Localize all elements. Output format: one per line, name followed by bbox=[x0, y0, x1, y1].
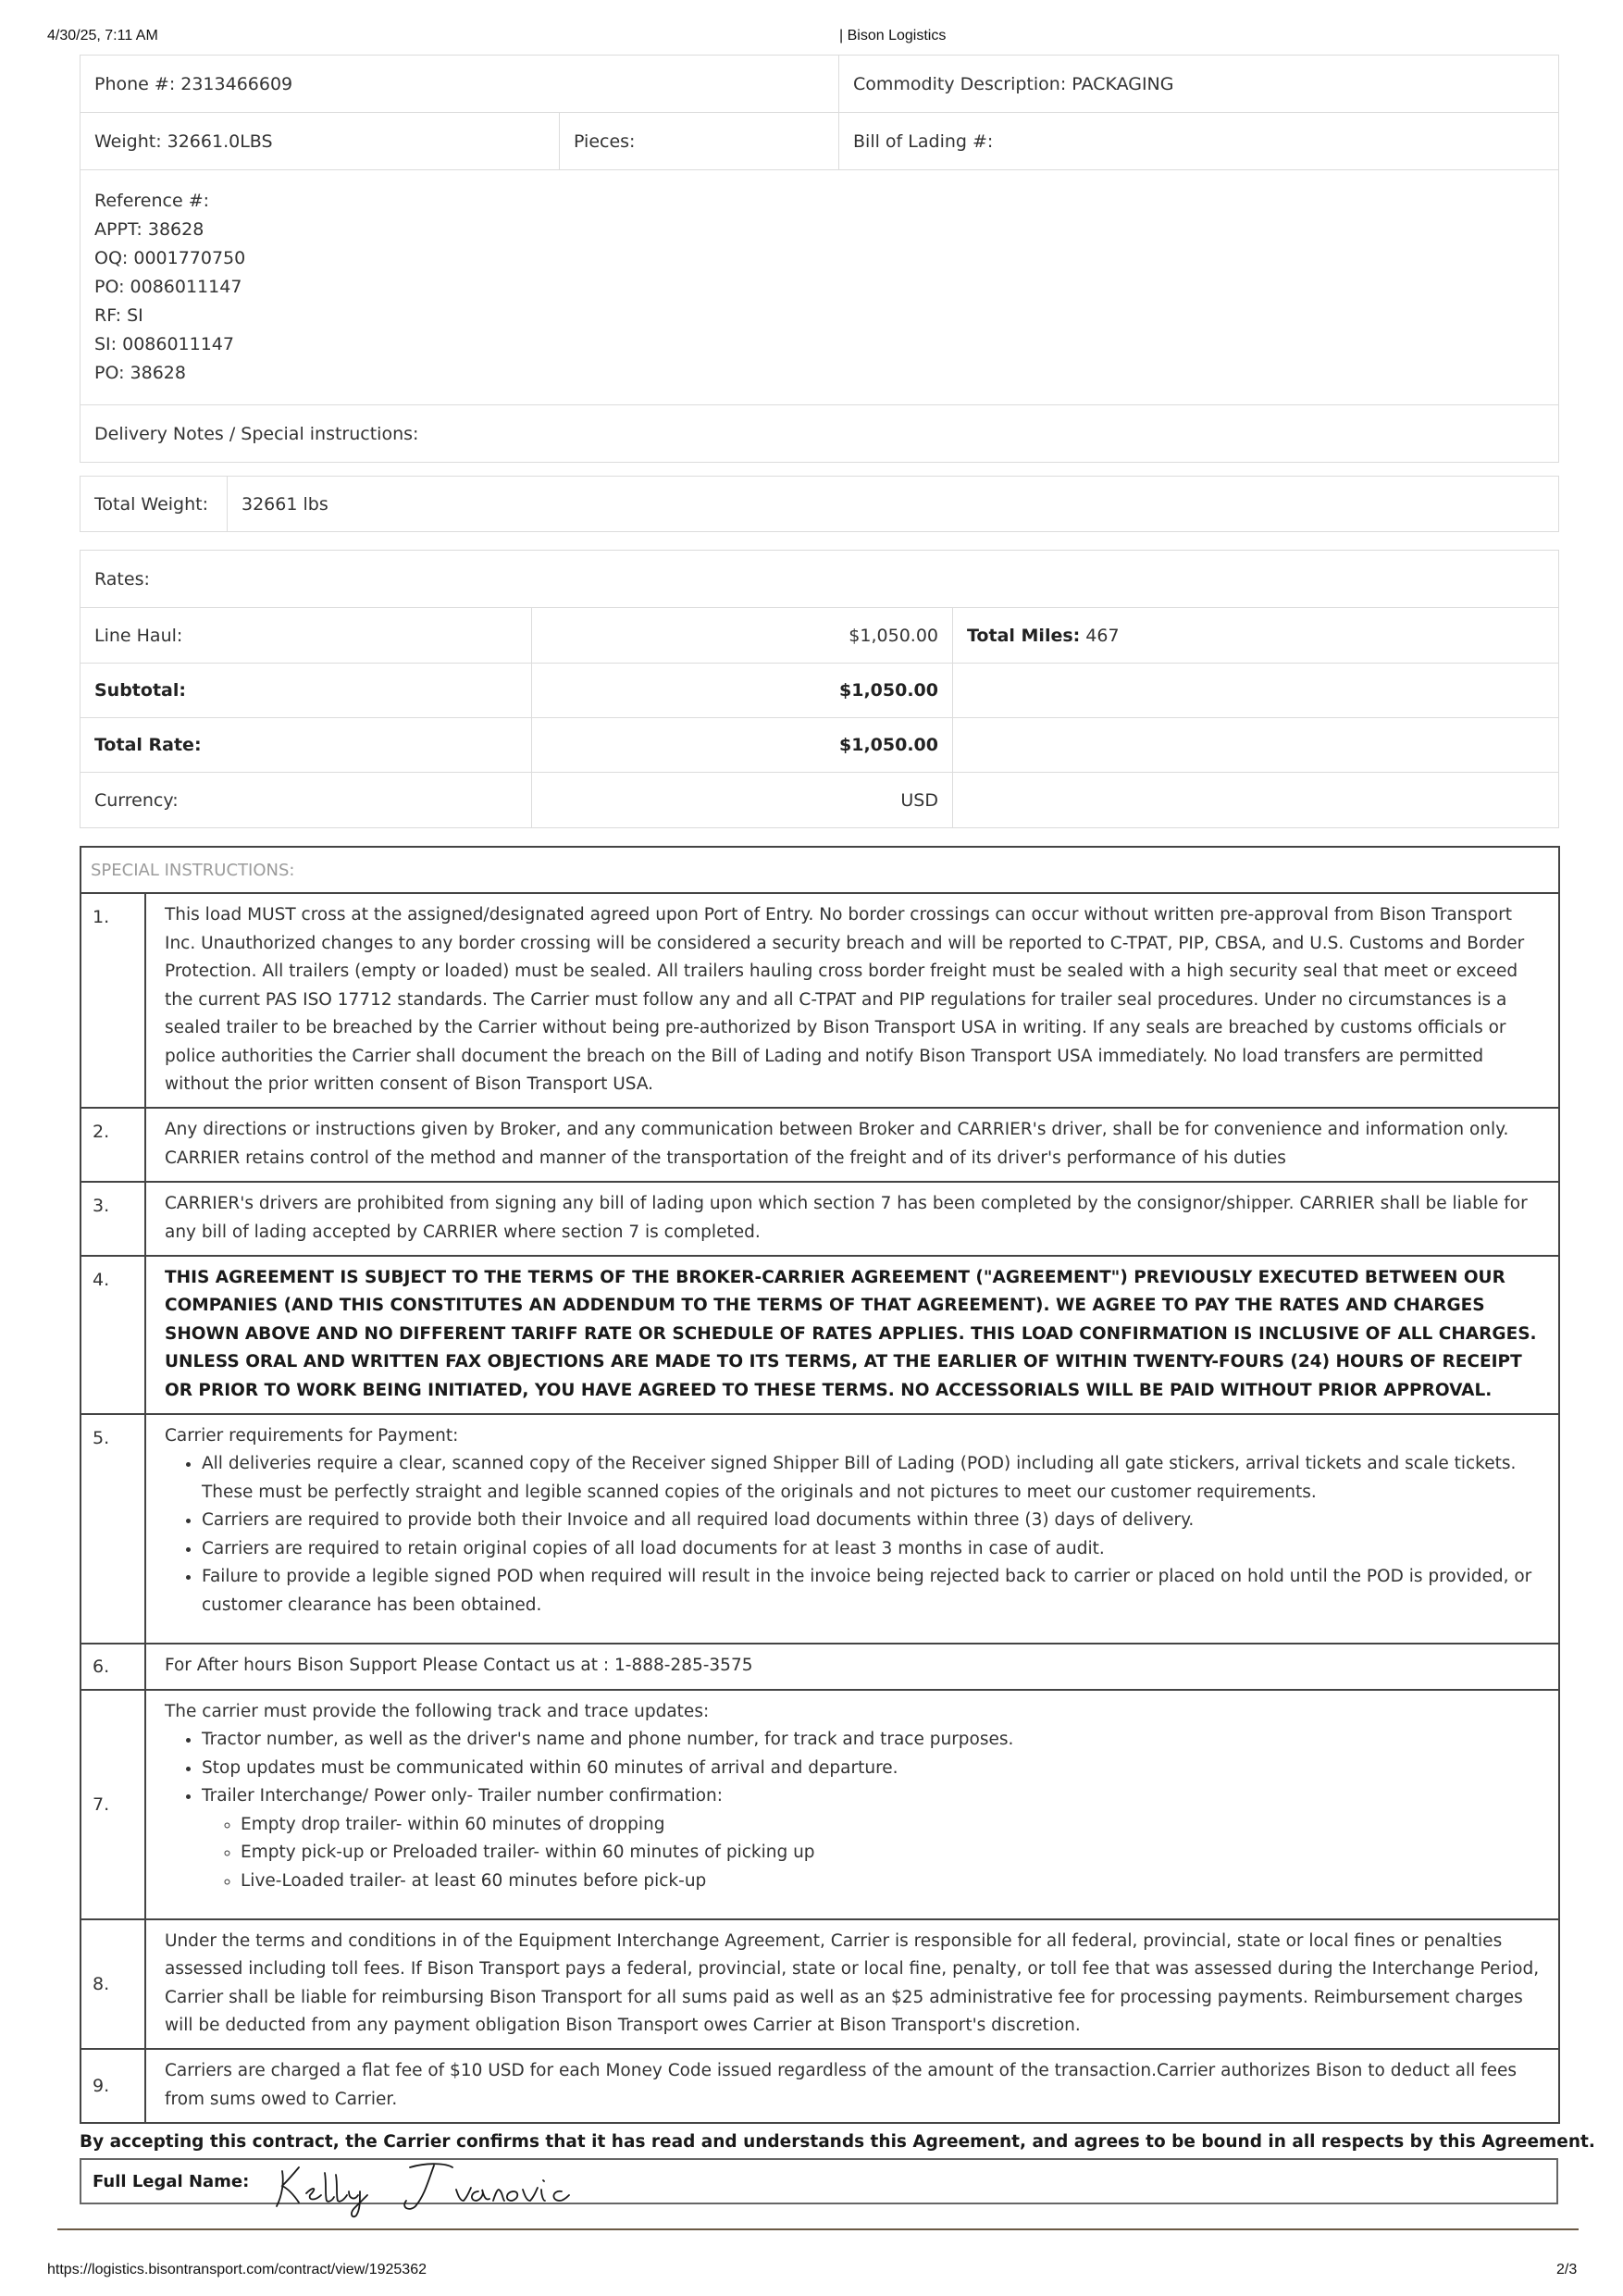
rates-table bbox=[80, 550, 1559, 828]
commodity-cell: Commodity Description: PACKAGING bbox=[839, 56, 1559, 113]
instruction-number: 8. bbox=[81, 1919, 145, 2049]
reference-item: SI: 0086011147 bbox=[94, 334, 234, 354]
instruction-number: 4. bbox=[81, 1256, 145, 1414]
reference-item: PO: 0086011147 bbox=[94, 277, 242, 297]
instruction-number: 1. bbox=[81, 893, 145, 1108]
list-item: • Carriers are required to retain original copies of all load documents for at least 3 months in case of audit. bbox=[202, 1535, 1547, 1564]
bullet-list bbox=[165, 1726, 1547, 1895]
instruction-number: 6. bbox=[81, 1644, 145, 1690]
empty-cell bbox=[953, 664, 1559, 718]
total-rate-label: Total Rate: bbox=[81, 718, 532, 773]
reference-item: APPT: 38628 bbox=[94, 219, 204, 240]
instruction-number: 9. bbox=[81, 2049, 145, 2123]
shipment-details-table bbox=[80, 55, 1559, 463]
list-item bbox=[202, 1782, 1547, 1895]
instruction-text: Any directions or instructions given by Broker, and any communication between Broker and CARRIER's driver, shall be for convenience and information only. CARRIER retains control of the method and manner of the transportation of the freight and of its driver's performance of his duties bbox=[145, 1108, 1559, 1182]
print-page-title: | Bison Logistics bbox=[839, 28, 947, 43]
list-item: • Carriers are required to provide both their Invoice and all required load documents within three (3) days of delivery. bbox=[202, 1507, 1547, 1535]
empty-cell bbox=[953, 718, 1559, 773]
currency-label: Currency: bbox=[81, 773, 532, 828]
subtotal-label: Subtotal: bbox=[81, 664, 532, 718]
instruction-text: Under the terms and conditions in of the Equipment Interchange Agreement, Carrier is responsible for all federal, provincial, state or local fines or penalties assessed including toll fees. If Bison Transport pays a federal, provincial, state or local fine, penalty, or toll fee that was assessed during the Interchange Period, Carrier shall be liable for reimbursing Bison Transport for all sums paid as well as an $25 administrative fee for processing payments. Reimbursement charges will be deducted from any payment obligation Bison Transport owes Carrier at Bison Transport's discretion. bbox=[145, 1919, 1559, 2049]
empty-cell bbox=[953, 773, 1559, 828]
special-instructions-table bbox=[80, 846, 1560, 2124]
instruction-text: For After hours Bison Support Please Contact us at : 1-888-285-3575 bbox=[145, 1644, 1559, 1690]
rates-heading: Rates: bbox=[81, 551, 1559, 608]
list-item-text: Trailer Interchange/ Power only- Trailer number confirmation: bbox=[202, 1786, 723, 1806]
reference-item: RF: SI bbox=[94, 305, 143, 326]
delivery-notes-cell: Delivery Notes / Special instructions: bbox=[81, 405, 1559, 463]
print-page-number: 2/3 bbox=[1556, 2262, 1578, 2277]
instruction-text: CARRIER's drivers are prohibited from signing any bill of lading upon which section 7 has been completed by the consignor/shipper. CARRIER shall be liable for any bill of lading accepted by CARRIER where section 7 is completed. bbox=[145, 1182, 1559, 1256]
list-item: • Failure to provide a legible signed POD when required will result in the invoice being rejected back to carrier or placed on hold until the POD is provided, or customer clearance has been obtained. bbox=[202, 1563, 1547, 1620]
instruction-text bbox=[145, 1690, 1559, 1919]
reference-item: PO: 38628 bbox=[94, 363, 186, 383]
list-item: • Tractor number, as well as the driver's name and phone number, for track and trace purposes. bbox=[202, 1726, 1547, 1755]
instruction-text bbox=[145, 1414, 1559, 1644]
reference-item: OQ: 0001770750 bbox=[94, 248, 246, 268]
line-haul-label: Line Haul: bbox=[81, 608, 532, 664]
instruction-number: 5. bbox=[81, 1414, 145, 1644]
sub-bullet-list bbox=[202, 1811, 1547, 1896]
print-datetime: 4/30/25, 7:11 AM bbox=[47, 28, 158, 43]
instruction-text: Carriers are charged a flat fee of $10 USD for each Money Code issued regardless of the amount of the transaction.Carrier authorizes Bison to deduct all fees from sums owed to Carrier. bbox=[145, 2049, 1559, 2123]
total-miles-value: 467 bbox=[1085, 625, 1120, 646]
pieces-cell: Pieces: bbox=[560, 113, 839, 170]
instruction-text: This load MUST cross at the assigned/designated agreed upon Port of Entry. No border crossings can occur without written pre-approval from Bison Transport Inc. Unauthorized changes to any border crossing will be considered a security breach and will be reported to C-TPAT, PIP, CBSA, and U.S. Customs and Border Protection. All trailers (empty or loaded) must be sealed. All trailers hauling cross border freight must be sealed with a high security seal that meet or exceed the current PAS ISO 17712 standards. The Carrier must follow any and all C-TPAT and PIP regulations for trailer seal procedures. Under no circumstances is a sealed trailer to be breached by the Carrier without being pre-authorized by Bison Transport USA in writing. If any seals are breached by customs officials or police authorities the Carrier shall document the breach on the Bill of Lading and notify Bison Transport USA immediately. No load transfers are permitted without the prior written consent of Bison Transport USA. bbox=[145, 893, 1559, 1108]
print-url: https://logistics.bisontransport.com/contract/view/1925362 bbox=[47, 2262, 427, 2277]
instruction-number: 7. bbox=[81, 1690, 145, 1919]
instruction-intro: Carrier requirements for Payment: bbox=[165, 1425, 459, 1446]
acceptance-statement: By accepting this contract, the Carrier confirms that it has read and understands this Agreement, and agrees to be bound in all respects by this Agreement. bbox=[80, 2132, 1595, 2152]
total-weight-value: 32661 lbs bbox=[228, 477, 1559, 532]
reference-numbers-cell bbox=[81, 170, 1559, 405]
subtotal-value: $1,050.00 bbox=[532, 664, 953, 718]
sub-list-item: ◦ Empty drop trailer- within 60 minutes of dropping bbox=[241, 1811, 1547, 1840]
total-miles-label: Total Miles: bbox=[967, 625, 1081, 646]
instruction-number: 2. bbox=[81, 1108, 145, 1182]
weight-cell: Weight: 32661.0LBS bbox=[81, 113, 560, 170]
total-weight-label: Total Weight: bbox=[81, 477, 228, 532]
total-rate-value: $1,050.00 bbox=[532, 718, 953, 773]
total-miles-cell bbox=[953, 608, 1559, 664]
bullet-list bbox=[165, 1450, 1547, 1620]
signature-box bbox=[80, 2158, 1558, 2204]
sub-list-item: ◦ Empty pick-up or Preloaded trailer- within 60 minutes of picking up bbox=[241, 1839, 1547, 1868]
bill-of-lading-cell: Bill of Lading #: bbox=[839, 113, 1559, 170]
instruction-intro: The carrier must provide the following track and trace updates: bbox=[165, 1701, 710, 1721]
list-item: • Stop updates must be communicated within 60 minutes of arrival and departure. bbox=[202, 1755, 1547, 1783]
total-weight-table bbox=[80, 476, 1559, 532]
line-haul-value: $1,050.00 bbox=[532, 608, 953, 664]
currency-value: USD bbox=[532, 773, 953, 828]
instruction-number: 3. bbox=[81, 1182, 145, 1256]
reference-label: Reference #: bbox=[94, 191, 210, 211]
instruction-text: THIS AGREEMENT IS SUBJECT TO THE TERMS OF THE BROKER-CARRIER AGREEMENT ("AGREEMENT") PREVIOUSLY EXECUTED BETWEEN OUR COMPANIES (AND THIS CONSTITUTES AN ADDENDUM TO THE TERMS OF THAT AGREEMENT). WE AGREE TO PAY THE RATES AND CHARGES SHOWN ABOVE AND NO DIFFERENT TARIFF RATE OR SCHEDULE OF RATES APPLIES. THIS LOAD CONFIRMATION IS INCLUSIVE OF ALL CHARGES. UNLESS ORAL AND WRITTEN FAX OBJECTIONS ARE MADE TO ITS TERMS, AT THE EARLIER OF WITHIN TWENTY-FOURS (24) HOURS OF RECEIPT OR PRIOR TO WORK BEING INITIATED, YOU HAVE AGREED TO THESE TERMS. NO ACCESSORIALS WILL BE PAID WITHOUT PRIOR APPROVAL. bbox=[145, 1256, 1559, 1414]
sub-list-item: ◦ Live-Loaded trailer- at least 60 minutes before pick-up bbox=[241, 1868, 1547, 1896]
handwritten-signature bbox=[271, 2154, 604, 2219]
phone-cell: Phone #: 2313466609 bbox=[81, 56, 839, 113]
full-legal-name-label: Full Legal Name: bbox=[93, 2172, 250, 2191]
special-instructions-heading: SPECIAL INSTRUCTIONS: bbox=[81, 847, 1559, 893]
footer-divider bbox=[57, 2228, 1579, 2230]
list-item: • All deliveries require a clear, scanned copy of the Receiver signed Shipper Bill of Lading (POD) including all gate stickers, arrival tickets and scale tickets. These must be perfectly straight and legible scanned copies of the originals and not pictures to meet our customer requirements. bbox=[202, 1450, 1547, 1507]
